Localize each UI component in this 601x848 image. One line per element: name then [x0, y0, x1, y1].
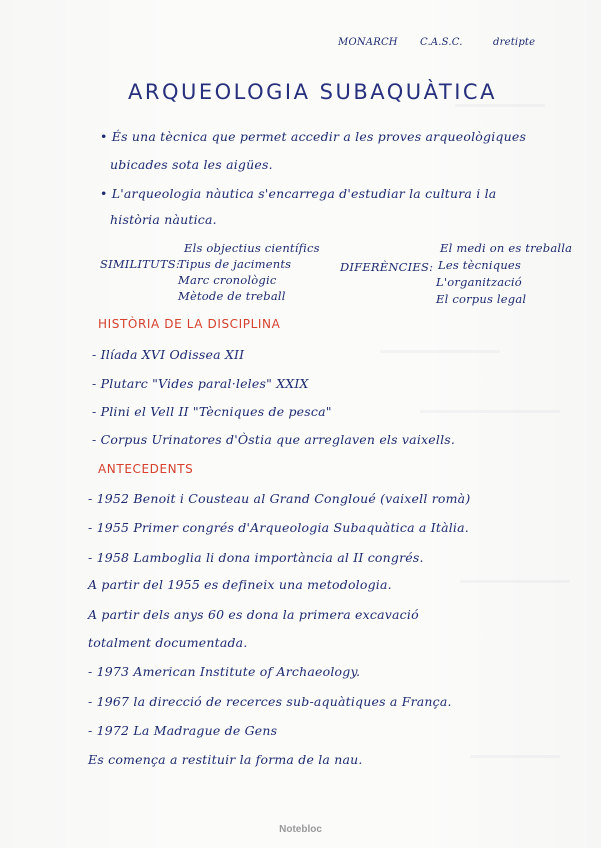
antecedents-item: - 1952 Benoit i Cousteau al Grand Congloué (vaixell romà) — [88, 491, 471, 506]
similituds-item: Tipus de jaciments — [178, 257, 292, 271]
diferencies-item: L'organització — [436, 275, 522, 289]
historia-heading: HISTÒRIA DE LA DISCIPLINA — [98, 317, 281, 331]
antecedents-item: - 1967 la direcció de recerces sub-aquàtiques a França. — [88, 694, 452, 709]
bleed-through-mark — [455, 104, 545, 107]
diferencies-item: Les tècniques — [438, 258, 522, 272]
historia-item: - Ilíada XVI Odissea XII — [92, 347, 245, 362]
antecedents-item: totalment documentada. — [88, 635, 248, 650]
diferencies-item: El corpus legal — [436, 292, 527, 306]
antecedents-item: - 1973 American Institute of Archaeology. — [88, 664, 361, 679]
header-extra: dretipte — [493, 37, 536, 48]
similituds-item: Marc cronològic — [178, 273, 277, 287]
antecedents-item: A partir dels anys 60 es dona la primera excavació — [88, 607, 419, 622]
antecedents-item: - 1955 Primer congrés d'Arqueologia Subaquàtica a Itàlia. — [88, 520, 469, 535]
antecedents-item: A partir del 1955 es defineix una metodologia. — [88, 577, 392, 592]
intro-line-1: • És una tècnica que permet accedir a les proves arqueològiques — [100, 129, 527, 144]
bleed-through-mark — [380, 350, 500, 353]
bleed-through-mark — [420, 410, 560, 413]
header-initials: C.A.S.C. — [420, 37, 463, 48]
notebook-brand-logo: Notebloc — [279, 824, 322, 835]
page-title: ARQUEOLOGIA SUBAQUÀTICA — [128, 80, 497, 104]
historia-item: - Plutarc "Vides paral·leles" XXIX — [92, 376, 309, 391]
header-name: MONARCH — [338, 37, 398, 48]
intro-line-2: ubicades sota les aigües. — [110, 157, 273, 172]
intro-line-3: • L'arqueologia nàutica s'encarrega d'estudiar la cultura i la — [100, 186, 497, 201]
historia-item: - Plini el Vell II "Tècniques de pesca" — [92, 404, 332, 419]
bleed-through-mark — [460, 580, 570, 583]
intro-line-4: història nàutica. — [110, 212, 217, 227]
antecedents-item: - 1972 La Madrague de Gens — [88, 723, 278, 738]
bleed-through-mark — [470, 755, 560, 758]
historia-item: - Corpus Urinatores d'Òstia que arreglaven els vaixells. — [92, 432, 456, 447]
similituds-item: Mètode de treball — [178, 289, 286, 303]
antecedents-item: Es comença a restituir la forma de la nau. — [88, 752, 363, 767]
antecedents-item: - 1958 Lamboglia li dona importància al II congrés. — [88, 550, 424, 565]
similituds-item: Els objectius científics — [184, 241, 320, 255]
similituds-label: SIMILITUTS: — [100, 257, 180, 271]
antecedents-heading: ANTECEDENTS — [98, 462, 194, 476]
diferencies-item: El medi on es treballa — [440, 241, 573, 255]
diferencies-label: DIFERÈNCIES: — [340, 260, 434, 274]
